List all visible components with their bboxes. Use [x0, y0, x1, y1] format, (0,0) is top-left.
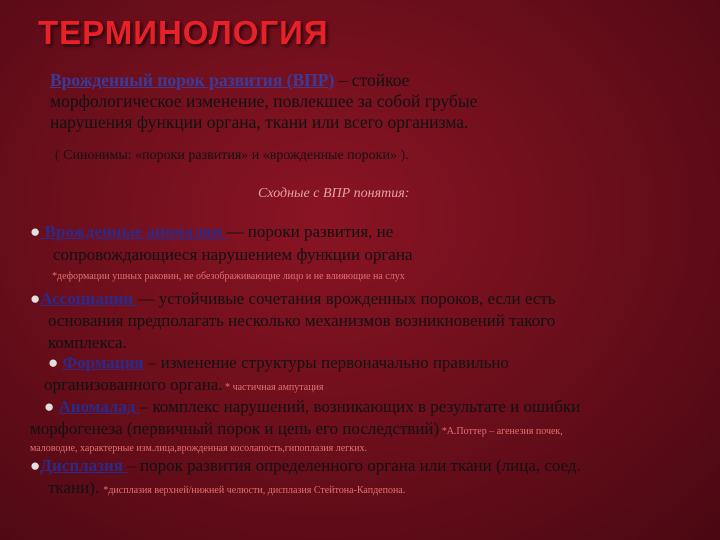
bullet-icon: ● — [44, 397, 55, 416]
anomalad-note-2: маловодие, характерные изм.лица,врожденная косолапость,гипоплазия легких. — [30, 443, 367, 454]
item-anomalad-line1 — [44, 396, 580, 417]
formation-text-2: организованного органа. — [44, 375, 223, 394]
definition-block — [50, 70, 670, 133]
dysplasia-term: Дисплазия — [40, 456, 128, 475]
associations-text-3: комплекса. — [48, 333, 127, 352]
dysplasia-note: *дисплазия верхней/нижней челюсти, дисплазия Стейтона-Капдепона. — [103, 485, 406, 496]
definition-text-2: морфологическое изменение, повлекшее за собой грубые — [50, 91, 478, 111]
bullet-icon: ● — [30, 289, 41, 308]
associations-text-1: — устойчивые сочетания врожденных пороков, если есть — [137, 289, 556, 308]
anomalad-text-2: морфогенеза (первичный порок и цепь его последствий) — [30, 419, 440, 438]
definition-text-3: нарушения функции органа, ткани или всего организма. — [50, 112, 469, 132]
anomalies-note: *деформации ушных раковин, не обезображивающие лицо и не влияющие на слух — [52, 271, 405, 282]
anomalad-note-1: *А.Поттер – агенезия почек, — [439, 426, 563, 437]
formation-text-1: – изменение структуры первоначально правильно — [143, 353, 509, 372]
associations-text-2: основания предполагать несколько механизмов возникновений такого — [48, 311, 556, 330]
item-associations-line1 — [30, 288, 556, 309]
item-formation-line1 — [48, 352, 509, 373]
item-dysplasia-line1 — [30, 455, 581, 476]
subheading: Сходные с ВПР понятия: — [258, 186, 410, 201]
item-formation-line2 — [44, 374, 324, 398]
bullet-icon: ● — [30, 222, 41, 241]
formation-term: Формация — [62, 353, 144, 372]
anomalies-term: Врожденные аномалии — [40, 222, 227, 241]
anomalies-text-2: сопровождающиеся нарушением функции органа — [53, 245, 413, 264]
dysplasia-text-2: ткани). — [48, 478, 104, 497]
anomalad-text-1: – комплекс нарушений, возникающих в результате и ошибки — [139, 397, 581, 416]
definition-text-1: – стойкое — [334, 70, 410, 90]
synonyms-text: ( Синонимы: «пороки развития» и «врожденные пороки» ). — [55, 148, 409, 163]
item-anomalies-line1 — [30, 221, 393, 242]
dysplasia-text-1: – порок развития определенного органа или ткани (лица, соед. — [127, 456, 581, 475]
associations-term: Ассоциации — [40, 289, 138, 308]
item-dysplasia-line2 — [48, 477, 405, 501]
formation-note: * частичная ампутация — [222, 382, 324, 393]
bullet-icon: ● — [30, 456, 41, 475]
anomalad-term: Аномалад — [58, 397, 140, 416]
anomalies-text-1: — пороки развития, не — [226, 222, 394, 241]
bullet-icon: ● — [48, 353, 59, 372]
slide-title: ТЕРМИНОЛОГИЯ — [38, 14, 329, 51]
definition-term: Врожденный порок развития (ВПР) — [50, 70, 335, 90]
